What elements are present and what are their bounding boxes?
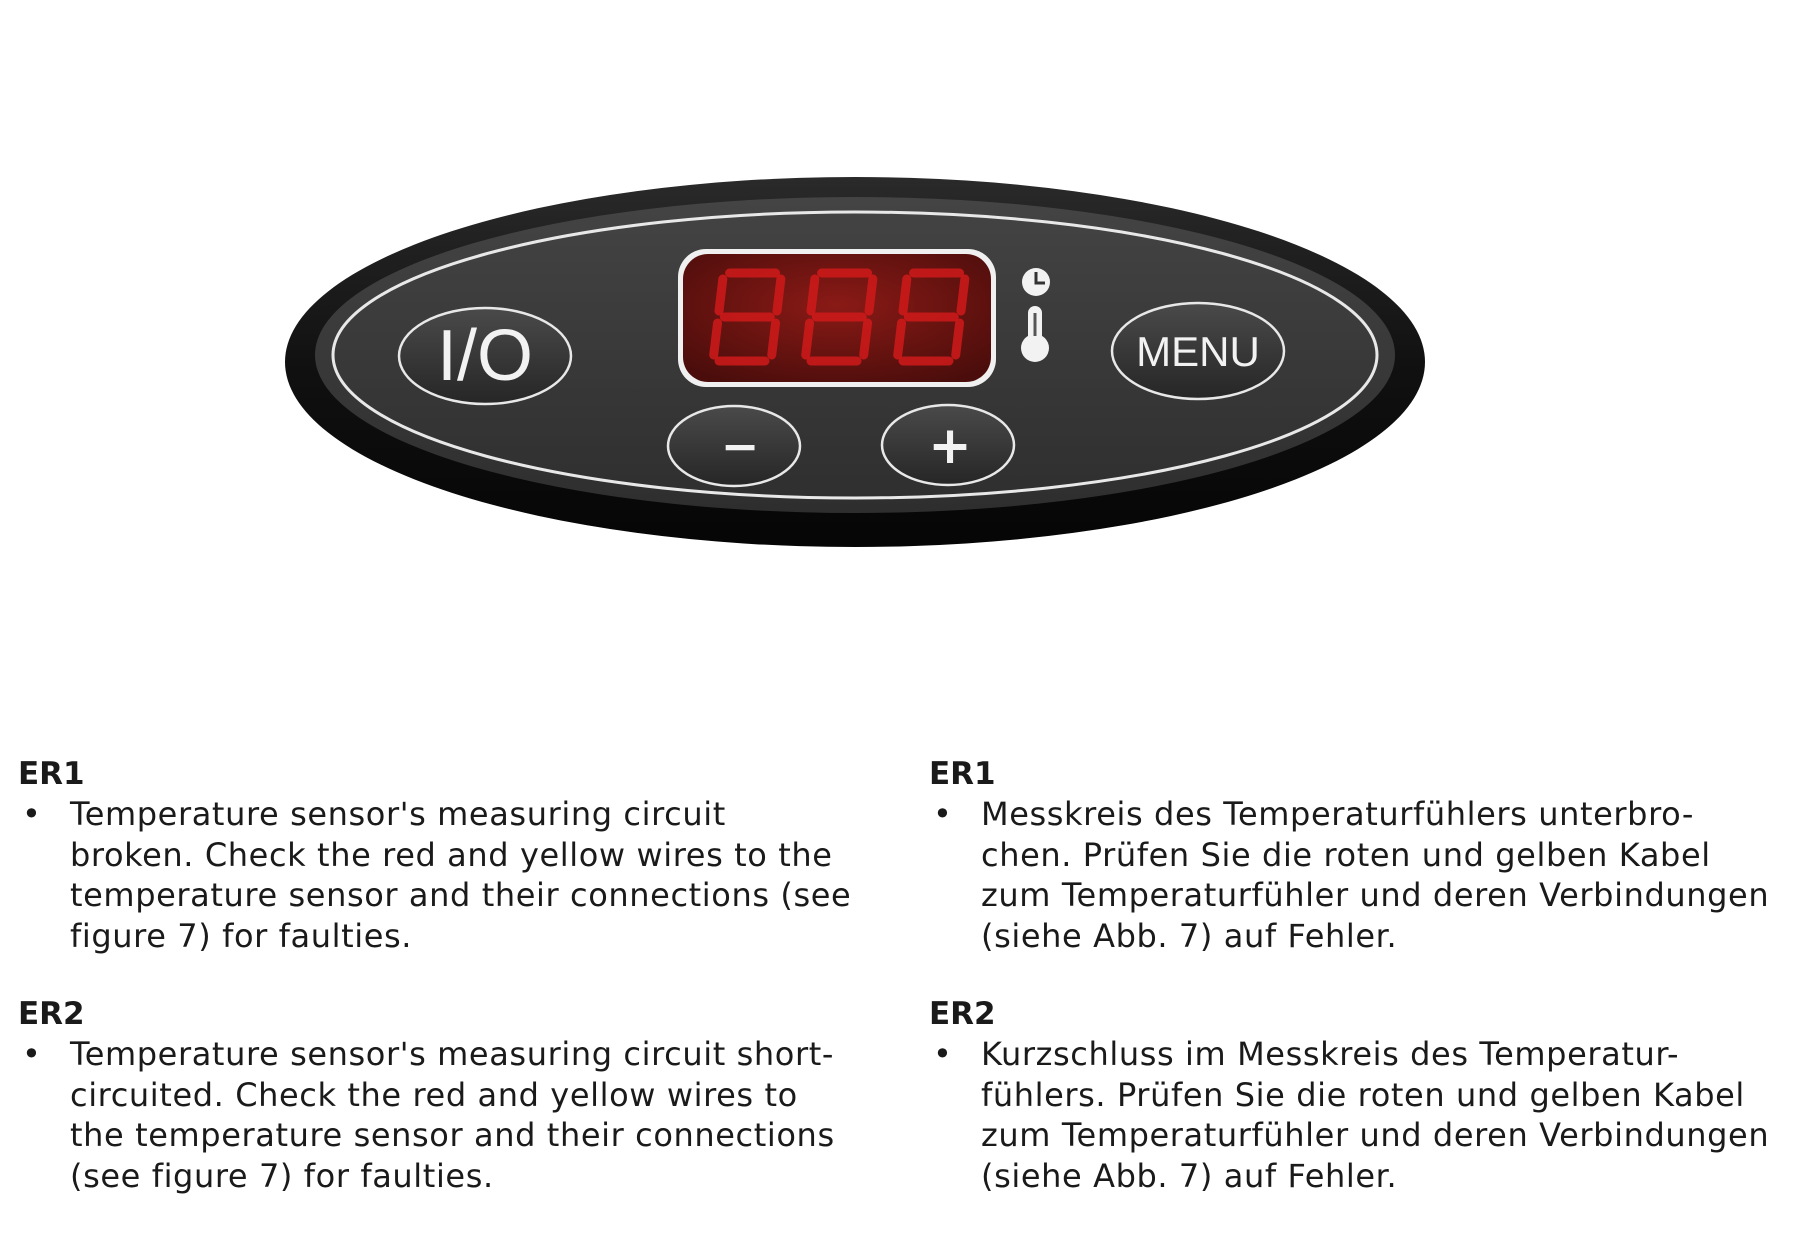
bullet: • [22,795,42,833]
list-item [929,1034,1805,1196]
error-code-heading: ER1 [929,756,996,792]
controller-panel [0,0,1805,600]
list-item [18,794,898,956]
error-section-er2 [18,994,898,1196]
error-section-er1 [929,754,1805,956]
german-column [929,754,1805,1196]
bullet: • [933,1035,953,1073]
error-code-heading: ER2 [929,996,996,1032]
english-column [18,754,898,1196]
clock-icon [1022,268,1050,296]
minus-button-label: − [720,419,760,473]
error-description: Temperature sensor's measuring circuit broken. Check the red and yellow wires to the temperature sensor and their connections (see figure 7) for faulties. [70,795,852,955]
list-item [18,1034,898,1196]
minus-button[interactable] [668,406,800,486]
menu-button-label: MENU [1136,328,1260,375]
power-button[interactable] [399,308,571,404]
menu-button[interactable] [1112,303,1284,399]
bullet: • [933,795,953,833]
led-display [678,249,996,387]
error-description: Temperature sensor's measuring circuit short- circuited. Check the red and yellow wires to the temperature sensor and their connections (see figure 7) for faulties. [70,1035,835,1195]
plus-button[interactable] [882,405,1014,485]
controller-figure [0,0,1805,600]
list-item [929,794,1805,956]
error-description: Messkreis des Temperaturfühlers unterbro- chen. Prüfen Sie die roten und gelben Kabel zum Temperaturfühler und deren Verbindungen (siehe Abb. 7) auf Fehler. [981,795,1770,955]
plus-button-label: + [928,416,972,476]
error-section-er2 [929,994,1805,1196]
bullet: • [22,1035,42,1073]
error-code-heading: ER1 [18,756,85,792]
error-section-er1 [18,754,898,956]
power-button-label: I/O [436,316,534,396]
error-description: Kurzschluss im Messkreis des Temperatur- fühlers. Prüfen Sie die roten und gelben Kabel zum Temperaturfühler und deren Verbindungen (siehe Abb. 7) auf Fehler. [981,1035,1770,1195]
error-code-heading: ER2 [18,996,85,1032]
